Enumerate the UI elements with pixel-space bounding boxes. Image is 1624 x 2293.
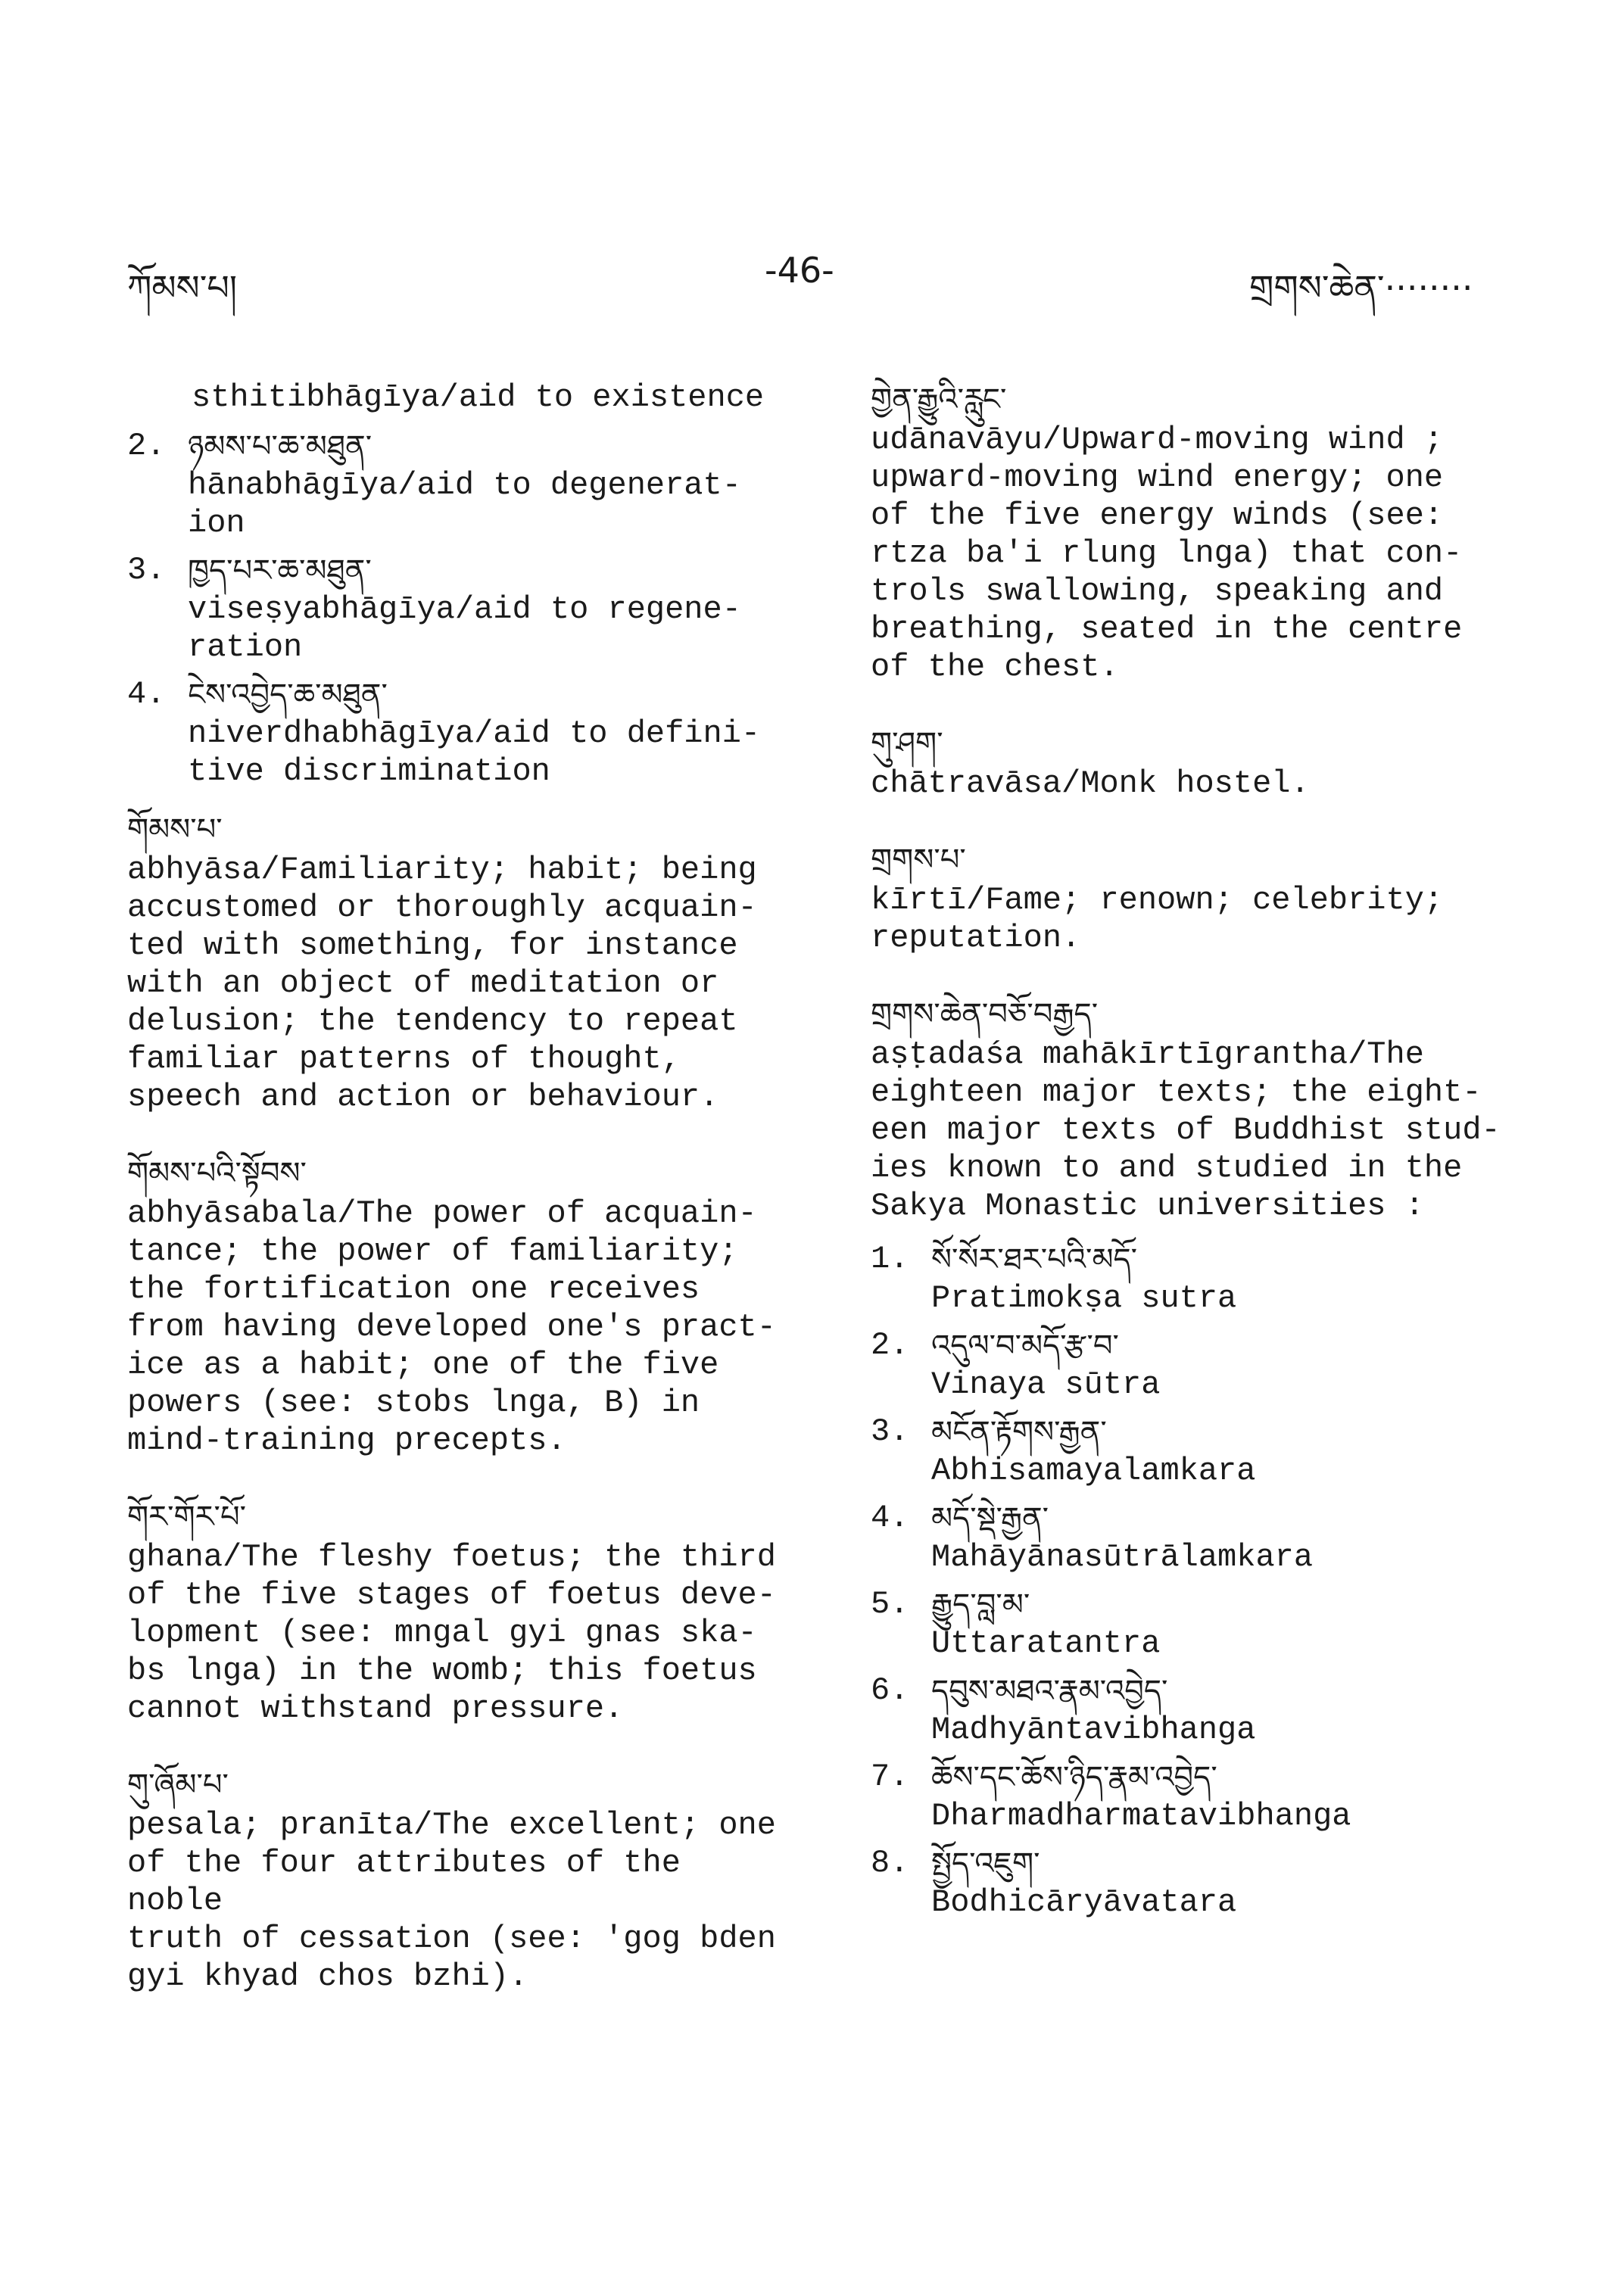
list-item (871, 1844, 1537, 1921)
item-tibetan: ཁྱད་པར་ཆ་མཐུན་ (188, 553, 372, 588)
item-number: 2. (871, 1327, 909, 1363)
dictionary-entry (871, 839, 1537, 957)
item-translation: Uttaratantra (931, 1625, 1161, 1662)
item-tibetan: ཉམས་པ་ཆ་མཐུན་ (188, 429, 372, 464)
item-number: 4. (127, 676, 166, 712)
dictionary-entry (871, 993, 1537, 1225)
dictionary-entry (127, 1496, 793, 1728)
list-item (871, 1499, 1537, 1576)
item-number: 1. (871, 1241, 909, 1277)
list-item (127, 675, 793, 790)
header-right-title: གྲགས་ཆེན་········ (1249, 267, 1473, 308)
item-number: 4. (871, 1500, 909, 1536)
entry-definition: abhyāsa/Familiarity; habit; being accustomed or thoroughly acquain- ted with something, for instance with an object of meditation or delusion; the tendency to repeat familiar patterns of thought, speech and action or behaviour. (127, 852, 757, 1115)
item-number: 2. (127, 428, 166, 464)
item-tibetan: དབུས་མཐའ་རྣམ་འབྱེད་ (931, 1674, 1168, 1709)
entry-definition: kīrtī/Fame; renown; celebrity; reputation. (871, 882, 1444, 956)
entry-definition: chātravāsa/Monk hostel. (871, 765, 1310, 802)
item-tibetan: སོ་སོར་ཐར་པའི་མདོ་ (931, 1242, 1138, 1277)
entry-headword: གྲགས་ཆེན་བཅོ་བརྒྱད་ (871, 997, 1099, 1032)
dictionary-entry (871, 379, 1537, 686)
item-tibetan: མངོན་རྟོགས་རྒྱན་ (931, 1415, 1107, 1450)
entry-headword: གྱེན་རྒྱུའི་རླུང་ (871, 382, 1007, 417)
entry-headword: གྲགས་པ་ (871, 843, 966, 877)
item-translation: Dharmadharmatavibhanga (931, 1798, 1351, 1834)
item-translation: Pratimokṣa sutra (931, 1280, 1237, 1316)
left-column (127, 379, 793, 2032)
item-number: 3. (871, 1413, 909, 1450)
list-item (871, 1413, 1537, 1490)
item-tibetan: སྤྱོད་འཇུག་ (931, 1846, 1040, 1881)
list-item (871, 1758, 1537, 1835)
item-number: 5. (871, 1586, 909, 1622)
item-number: 3. (127, 552, 166, 588)
item-translation: Vinaya sūtra (931, 1366, 1161, 1403)
page-number: -46- (765, 250, 834, 291)
item-number: 6. (871, 1672, 909, 1709)
right-column (871, 379, 1537, 1930)
list-item (127, 427, 793, 542)
entry-headword: གུ་ཤག་ (871, 726, 943, 761)
entry-definition: udānavāyu/Upward-moving wind ; upward-moving wind energy; one of the five energy winds (see: rtza ba'i rlung lnga) that con- trols swallowing, speaking and breathing, seated in the centre of the chest. (871, 422, 1463, 685)
list-item (871, 1240, 1537, 1317)
entry-headword: གུ་ཞོམ་པ་ (127, 1768, 229, 1802)
entry-definition: aṣṭadaśa mahākīrtīgrantha/The eighteen major texts; the eight- een major texts of Buddhist stud- ies known to and studied in the Sakya Monastic universities : (871, 1036, 1501, 1224)
entry-definition: abhyāsabala/The power of acquain- tance; the power of familiarity; the fortification one receives from having developed one's pract- ice as a habit; one of the five powers (see: stobs lnga, B) in mind-training precepts. (127, 1195, 776, 1459)
item-number: 8. (871, 1845, 909, 1881)
item-tibetan: འདུལ་བ་མདོ་རྩ་བ་ (931, 1329, 1119, 1363)
item-number: 7. (871, 1759, 909, 1795)
dictionary-entry (127, 808, 793, 1116)
item-translation: niverdhabhāgīya/aid to defini- tive discrimination (188, 715, 761, 790)
item-translation: Madhyāntavibhanga (931, 1712, 1256, 1748)
item-translation: Abhisamayalamkara (931, 1453, 1256, 1489)
entry-headword: གོམས་པའི་སྟོབས་ (127, 1156, 307, 1191)
entry-definition: ghana/The fleshy foetus; the third of the five stages of foetus deve- lopment (see: mngal gyi gnas ska- bs lnga) in the womb; this foetus cannot withstand pressure. (127, 1539, 776, 1727)
continuation-line: sthitibhāgīya/aid to existence (192, 379, 765, 416)
entry-definition: pesala; pranīta/The excellent; one of the four attributes of the noble truth of cessation (see: 'gog bden gyi khyad chos bzhi). (127, 1807, 776, 1995)
entry-headword: གོར་གོར་པོ་ (127, 1500, 246, 1534)
list-item (871, 1326, 1537, 1404)
item-translation: viseṣyabhāgīya/aid to regene- ration (188, 591, 741, 665)
numbered-list-aids (127, 427, 793, 790)
item-translation: hānabhāgīya/aid to degenerat- ion (188, 467, 741, 541)
dictionary-entry (871, 722, 1537, 802)
dictionary-entry (127, 1764, 793, 1995)
item-tibetan: ངེས་འབྱེད་ཆ་མཐུན་ (188, 678, 388, 712)
dictionary-entry (127, 1152, 793, 1460)
entry-headword: གོམས་པ་ (127, 812, 223, 847)
header-left-title: ཀོམས་པ། (127, 267, 238, 308)
item-translation: Bodhicāryāvatara (931, 1884, 1237, 1921)
numbered-list-major-texts (871, 1240, 1537, 1921)
item-tibetan: ཆོས་དང་ཆོས་ཉིད་རྣམ་འབྱེད་ (931, 1760, 1217, 1795)
list-item (871, 1585, 1537, 1662)
item-translation: Mahāyānasūtrālamkara (931, 1539, 1314, 1575)
item-tibetan: མདོ་སྡེ་རྒྱན་ (931, 1501, 1049, 1536)
item-tibetan: རྒྱུད་བླ་མ་ (931, 1587, 1030, 1622)
list-item (871, 1671, 1537, 1749)
list-item (127, 551, 793, 666)
